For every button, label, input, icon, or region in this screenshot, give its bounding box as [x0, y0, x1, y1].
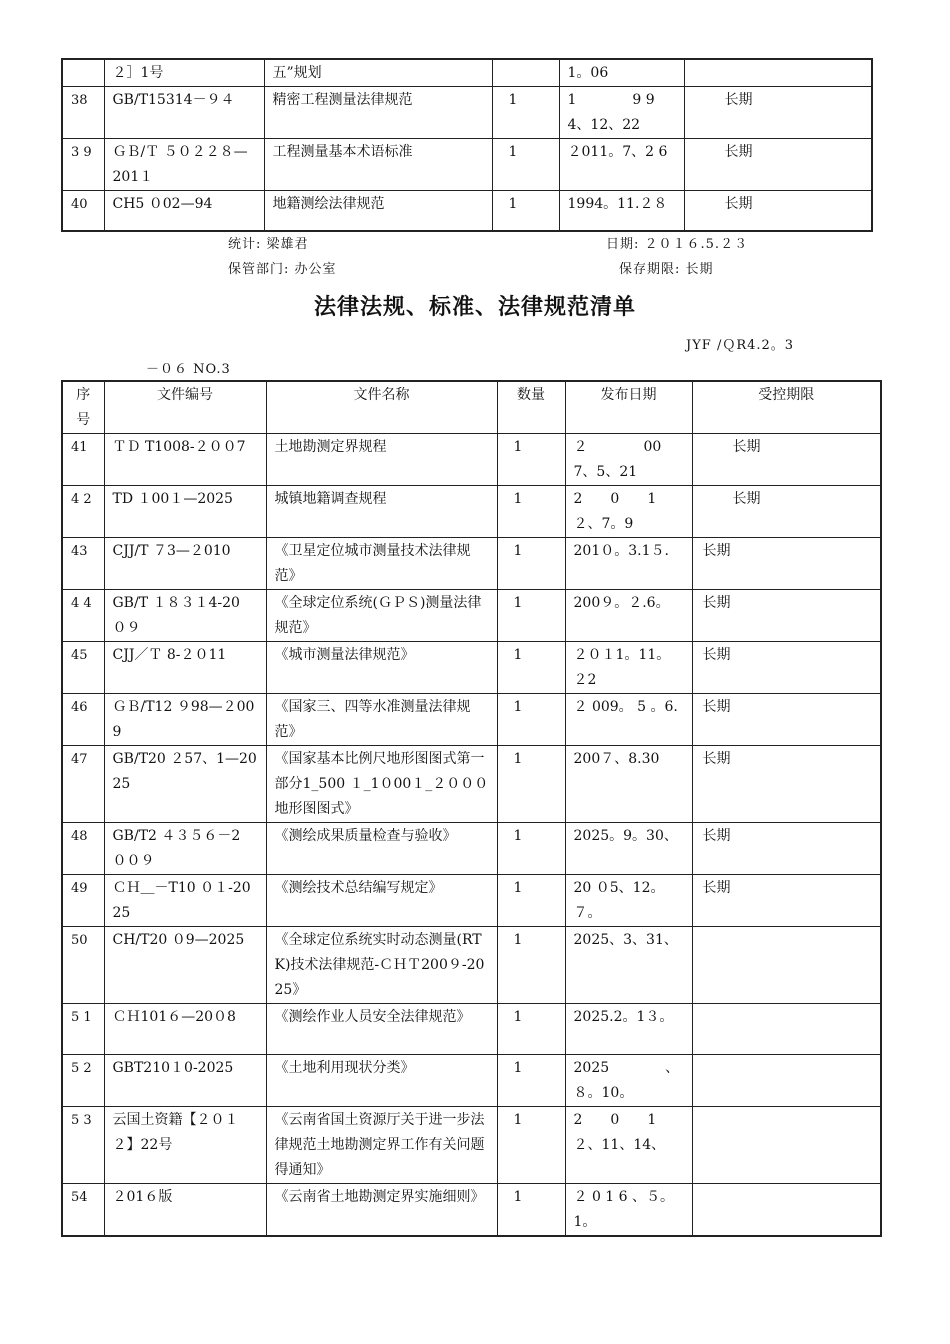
row-no: 40 — [62, 191, 104, 231]
row-code: GB/T20 ２57、1—2025 — [104, 746, 266, 823]
row-no: 48 — [62, 823, 104, 875]
row-qty: 1 — [497, 875, 565, 927]
row-date: 2025。9。30、 — [565, 823, 692, 875]
row-no: 50 — [62, 927, 104, 1004]
table-row — [62, 823, 881, 875]
row-name: 《全球定位系统实时动态测量(RTK)技术法律规范-ＣＨＴ200９-2025》 — [266, 927, 497, 1004]
row-no: 5 2 — [62, 1055, 104, 1107]
table-row — [62, 59, 872, 87]
row-qty: 1 — [497, 1107, 565, 1184]
row-code: CJJ/T ７3—２010 — [104, 538, 266, 590]
row-no: 47 — [62, 746, 104, 823]
row-code: GB/T １８３１4-20 ０９ — [104, 590, 266, 642]
table-row — [62, 191, 872, 231]
row-date: 1。06 — [559, 59, 684, 87]
row-no: 41 — [62, 434, 104, 486]
row-code: CH/T20 ０9—2025 — [104, 927, 266, 1004]
row-qty: 1 — [497, 1055, 565, 1107]
row-date: ２ 00 7、5、21 — [565, 434, 692, 486]
row-code: 云国土资籍【２０１２】22号 — [104, 1107, 266, 1184]
header-code: 文件编号 — [104, 381, 266, 434]
table-header-row — [62, 381, 881, 434]
row-date: 2 0 1 ２、11、14、 — [565, 1107, 692, 1184]
row-qty: 1 — [497, 486, 565, 538]
row-code: ＣＨ101６—20０8 — [104, 1004, 266, 1055]
retention-period — [619, 258, 714, 277]
row-name: 《测绘技术总结编写规定》 — [266, 875, 497, 927]
row-name: 土地勘测定界规程 — [266, 434, 497, 486]
row-date: 2025 、 ８。10。 — [565, 1055, 692, 1107]
table-row — [62, 694, 881, 746]
row-qty: 1 — [497, 434, 565, 486]
row-code: GB/T15314－９４ — [104, 87, 264, 139]
row-qty: 1 — [497, 927, 565, 1004]
row-name: 《国家三、四等水准测量法律规范》 — [266, 694, 497, 746]
row-qty — [492, 59, 559, 87]
table-row — [62, 87, 872, 139]
row-qty: 1 — [492, 139, 559, 191]
row-no: 3 9 — [62, 139, 104, 191]
table-row — [62, 1184, 881, 1237]
row-name: 《测绘成果质量检查与验收》 — [266, 823, 497, 875]
row-ctrl: 长期 — [684, 139, 872, 191]
record-date-label: 日期: — [606, 237, 640, 252]
row-date: 2025、3、31、 — [565, 927, 692, 1004]
statistician — [228, 233, 309, 252]
row-code: GB/T2 ４３５６－2 ００９ — [104, 823, 266, 875]
row-code: GBT210１0-2025 — [104, 1055, 266, 1107]
row-date: 20 ０5、12。７。 — [565, 875, 692, 927]
row-ctrl: 长期 — [684, 87, 872, 139]
row-no — [62, 59, 104, 87]
row-no: 46 — [62, 694, 104, 746]
row-name: 《测绘作业人员安全法律规范》 — [266, 1004, 497, 1055]
row-qty: 1 — [497, 642, 565, 694]
row-name: 《全球定位系统(ＧＰＳ)测量法律规范》 — [266, 590, 497, 642]
retention-period-label: 保存期限: — [619, 262, 681, 277]
row-qty: 1 — [497, 694, 565, 746]
row-qty: 1 — [497, 538, 565, 590]
row-no: 54 — [62, 1184, 104, 1237]
row-qty: 1 — [497, 1004, 565, 1055]
row-date: ２０１1。11。２2 — [565, 642, 692, 694]
row-ctrl: 长期 — [692, 875, 881, 927]
record-date-value: ２０１６.5.２３ — [644, 237, 749, 252]
statistician-name: 梁雄君 — [266, 237, 309, 252]
row-name: 城镇地籍调查规程 — [266, 486, 497, 538]
row-no: 49 — [62, 875, 104, 927]
row-ctrl — [692, 1184, 881, 1237]
custody-dept-value: 办公室 — [294, 262, 337, 277]
row-ctrl — [692, 1055, 881, 1107]
row-date: 200７、8.30 — [565, 746, 692, 823]
continuation-table-body — [62, 59, 872, 231]
custody-dept-label: 保管部门: — [228, 262, 290, 277]
continuation-table — [61, 58, 873, 232]
row-ctrl: 长期 — [692, 486, 881, 538]
row-ctrl: 长期 — [692, 746, 881, 823]
row-ctrl — [692, 1107, 881, 1184]
row-ctrl: 长期 — [692, 434, 881, 486]
row-no: 4 2 — [62, 486, 104, 538]
row-qty: 1 — [497, 823, 565, 875]
table-row — [62, 538, 881, 590]
row-ctrl: 长期 — [684, 191, 872, 231]
table-row — [62, 746, 881, 823]
table-row — [62, 1107, 881, 1184]
row-name: 《云南省土地勘测定界实施细则》 — [266, 1184, 497, 1237]
row-code: CH5 ０02—94 — [104, 191, 264, 231]
row-ctrl: 长期 — [692, 694, 881, 746]
row-code: CJJ／Ｔ 8-２０11 — [104, 642, 266, 694]
row-no: 38 — [62, 87, 104, 139]
table-row — [62, 927, 881, 1004]
row-name: 地籍测绘法律规范 — [264, 191, 492, 231]
row-date: 2 0 1 ２、7。9 — [565, 486, 692, 538]
row-qty: 1 — [497, 1184, 565, 1237]
row-no: 45 — [62, 642, 104, 694]
header-qty: 数量 — [497, 381, 565, 434]
row-date: 1 9 94、12、22 — [559, 87, 684, 139]
row-date: ２ 0 1 6 、５。1。 — [565, 1184, 692, 1237]
header-ctrl: 受控期限 — [692, 381, 881, 434]
record-date — [606, 233, 748, 252]
row-date: ２011。7、2 6 — [559, 139, 684, 191]
row-code: ２］1号 — [104, 59, 264, 87]
custody-dept — [228, 258, 337, 277]
row-code: ２01６版 — [104, 1184, 266, 1237]
row-name: 工程测量基本术语标准 — [264, 139, 492, 191]
row-date: 2025.2。1３。 — [565, 1004, 692, 1055]
row-date: ２ 009。 5 。6. — [565, 694, 692, 746]
row-code: ＴＤ T1008-２００7 — [104, 434, 266, 486]
row-qty: 1 — [492, 191, 559, 231]
row-date: 1994。11.２８ — [559, 191, 684, 231]
row-name: 精密工程测量法律规范 — [264, 87, 492, 139]
header-date: 发布日期 — [565, 381, 692, 434]
row-name: 《土地利用现状分类》 — [266, 1055, 497, 1107]
header-no: 序号 — [62, 381, 104, 434]
row-no: 43 — [62, 538, 104, 590]
table-row — [62, 434, 881, 486]
row-name: 五”规划 — [264, 59, 492, 87]
row-code: ＧＢ/Ｔ ５０２２８—201１ — [104, 139, 264, 191]
row-name: 《城市测量法律规范》 — [266, 642, 497, 694]
row-ctrl — [692, 1004, 881, 1055]
table-row — [62, 642, 881, 694]
row-ctrl — [692, 927, 881, 1004]
document-code-continued: －０６ NO.3 — [146, 362, 231, 377]
row-date: 200９。２.6。 — [565, 590, 692, 642]
regulations-table — [61, 380, 882, 1237]
row-name: 《国家基本比例尺地形图图式第一部分1_500 １_1０00１_２０００地形图图式》 — [266, 746, 497, 823]
row-qty: 1 — [497, 590, 565, 642]
retention-period-value: 长期 — [685, 262, 714, 277]
row-ctrl: 长期 — [692, 642, 881, 694]
table-row — [62, 875, 881, 927]
table-row — [62, 590, 881, 642]
row-code: TD １00１—2025 — [104, 486, 266, 538]
header-name: 文件名称 — [266, 381, 497, 434]
row-ctrl — [684, 59, 872, 87]
table-row — [62, 1055, 881, 1107]
row-date: 201０。3.1５. — [565, 538, 692, 590]
row-no: 5 1 — [62, 1004, 104, 1055]
row-name: 《卫星定位城市测量技术法律规范》 — [266, 538, 497, 590]
regulations-table-body — [62, 434, 881, 1237]
table-row — [62, 486, 881, 538]
table-row — [62, 1004, 881, 1055]
row-ctrl: 长期 — [692, 590, 881, 642]
statistician-label: 统计: — [228, 237, 262, 252]
row-qty: 1 — [492, 87, 559, 139]
row-ctrl: 长期 — [692, 823, 881, 875]
row-qty: 1 — [497, 746, 565, 823]
row-ctrl: 长期 — [692, 538, 881, 590]
row-name: 《云南省国土资源厅关于进一步法律规范土地勘测定界工作有关问题得通知》 — [266, 1107, 497, 1184]
document-code: JYF /ＱR4.2。3 — [686, 338, 795, 353]
page-title: 法律法规、标准、法律规范清单 — [313, 294, 636, 320]
row-code: ＣＨ＿－T10 ０１-2025 — [104, 875, 266, 927]
row-no: 4 4 — [62, 590, 104, 642]
table-row — [62, 139, 872, 191]
row-no: 5 3 — [62, 1107, 104, 1184]
row-code: ＧＢ/T12 ９98—２009 — [104, 694, 266, 746]
